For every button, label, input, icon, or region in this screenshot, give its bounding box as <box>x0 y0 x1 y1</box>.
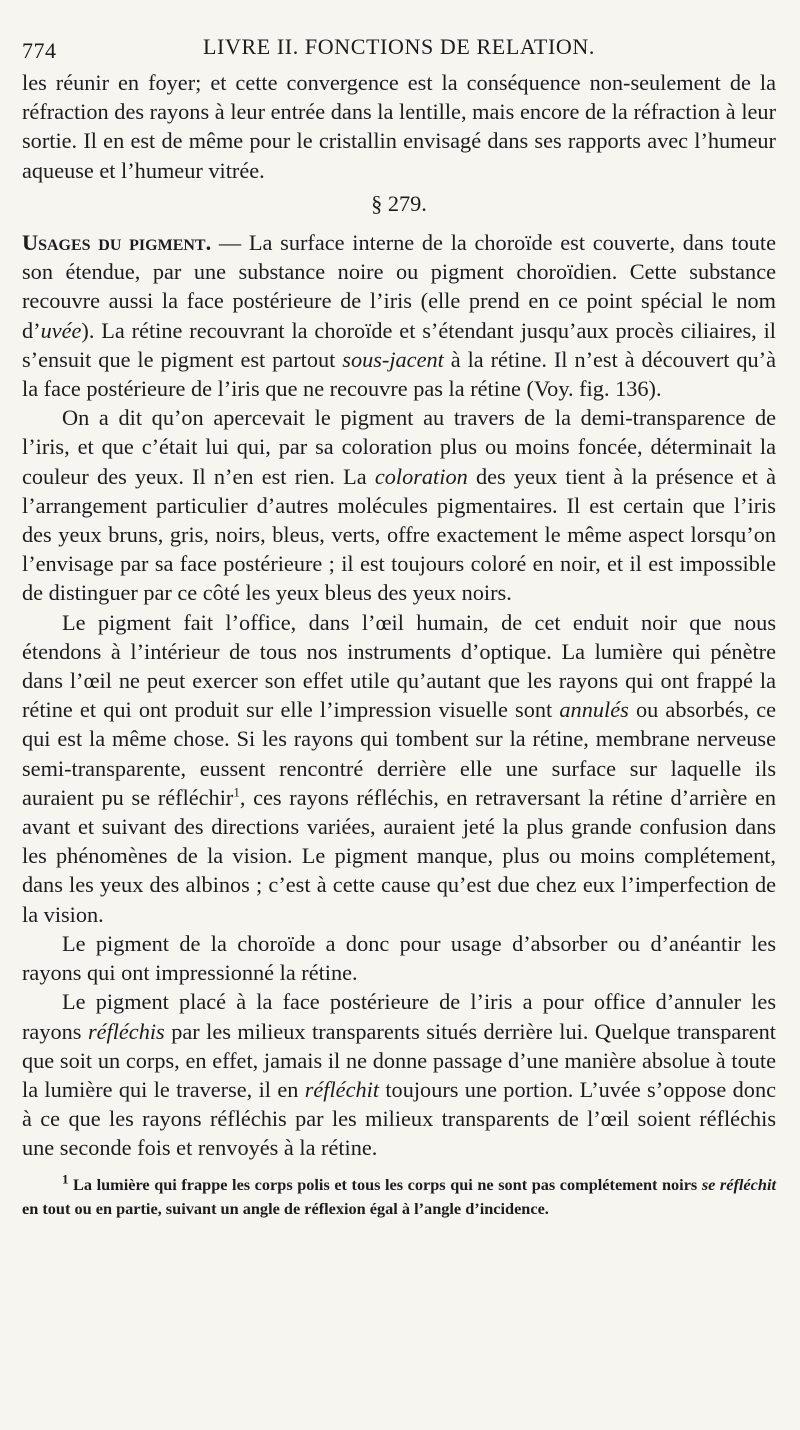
italic-term: coloration <box>374 463 468 489</box>
footnote <box>22 1173 776 1221</box>
page-header <box>22 28 776 68</box>
body-text <box>22 68 776 1163</box>
text-span: La lumière qui frappe les corps polis et tous les corps qui ne sont pas complétement noirs <box>68 1174 702 1194</box>
italic-term: se réfléchit <box>701 1174 776 1194</box>
paragraph-heading: Usages du pigment. <box>22 230 212 256</box>
text-span: à la rétine. Il n’est à découvert qu’à la face postérieure de l’iris que ne recouvre pas la rétine (Voy. fig. 136). <box>22 346 777 402</box>
text-span: ). La rétine recouvrant la choroïde et s’étendant jusqu’aux procès ciliaires, il s’ensuit que le pigment est partout <box>22 317 776 372</box>
paragraph-absorber: Le pigment de la choroïde a donc pour usage d’absorber ou d’anéantir les rayons qui ont impressionné la rétine. <box>22 930 776 986</box>
text-span: par les milieux transparents situés derrière lui. Quelque transparent que soit un corps, en effet, jamais il ne donne passage d’une manière absolue à toute la lumière qui le traverse, il en <box>22 1018 776 1102</box>
text-span: — La surface interne de la choroïde est couverte, dans toute son étendue, par une substance noire ou pigment choroïdien. Cette substance recouvre aussi la face postérieure de l’iris (elle prend en ce point spécial le nom d’ <box>22 230 776 343</box>
footnote-marker: 1 <box>62 1171 69 1187</box>
text-span: , ces rayons réfléchis, en retraversant la rétine d’arrière en avant et suivant des directions variées, auraient jeté la plus grande confusion dans les phénomènes de la vision. Le pigment manque, plus ou moins complétement, dans les yeux des albinos ; c’est à cette cause qu’est due chez eux l’imperfection de la vision. <box>22 784 776 927</box>
text-span: des yeux tient à la présence et à l’arrangement particulier d’autres molécules pigmentaires. Il est certain que l’iris des yeux bruns, gris, noirs, bleus, verts, offre exactement le même aspect lorsqu’on l’envisage par sa face postérieure ; il est toujours coloré en noir, et il est impossible de distinguer par ce côté les yeux bleus des yeux noirs. <box>22 463 776 606</box>
footnote-ref: 1 <box>233 784 240 800</box>
italic-term: uvée <box>40 317 82 343</box>
section-number: § 279. <box>371 190 427 216</box>
text-span: toujours une portion. L’uvée s’oppose donc à ce que les rayons réfléchis par les milieux transparents de l’œil soient réfléchis une seconde fois et renvoyés à la rétine. <box>22 1076 777 1161</box>
text-span: en tout ou en partie, suivant un angle de réflexion égal à l’angle d’incidence. <box>22 1198 549 1218</box>
paragraph-iris <box>22 987 776 1162</box>
italic-term: annulés <box>559 697 629 723</box>
italic-term: réfléchis <box>87 1018 165 1044</box>
text-span: On a dit qu’on apercevait le pigment au travers de la demi-transparence de l’iris, et que c’était lui qui, par sa coloration plus ou moins foncée, déterminait la couleur des yeux. Il n’en est rien. La <box>22 405 776 489</box>
text-span: Le pigment fait l’office, dans l’œil humain, de cet enduit noir que nous étendons à l’intérieur de tous nos instruments d’optique. La lumière qui pénètre dans l’œil ne peut exercer son effet utile qu’autant que les rayons qui ont frappé la rétine et qui ont produit sur elle l’impression visuelle sont <box>22 609 776 723</box>
italic-term: réfléchit <box>304 1076 380 1102</box>
paragraph-office <box>22 608 776 929</box>
running-head: LIVRE II. FONCTIONS DE RELATION. <box>203 34 595 59</box>
paragraph-coloration <box>22 403 776 607</box>
text-span: Le pigment placé à la face postérieure de l’iris a pour office d’annuler les rayons <box>22 989 776 1044</box>
paragraph-usages-du-pigment <box>22 228 776 403</box>
paragraph-continued: les réunir en foyer; et cette convergence est la conséquence non-seulement de la réfraction des rayons à leur entrée dans la lentille, mais encore de la réfraction à leur sortie. Il en est de même pour le cristallin envisagé dans ses rapports avec l’humeur aqueuse et l’humeur vitrée. <box>22 70 776 183</box>
page-number: 774 <box>22 38 57 63</box>
text-span: ou absorbés, ce qui est la même chose. Si les rayons qui tombent sur la rétine, membrane nerveuse semi-transparente, eussent rencontré derrière elle une surface sur laquelle ils auraient pu se réfléchir <box>22 697 776 810</box>
italic-term: sous-jacent <box>342 346 444 372</box>
